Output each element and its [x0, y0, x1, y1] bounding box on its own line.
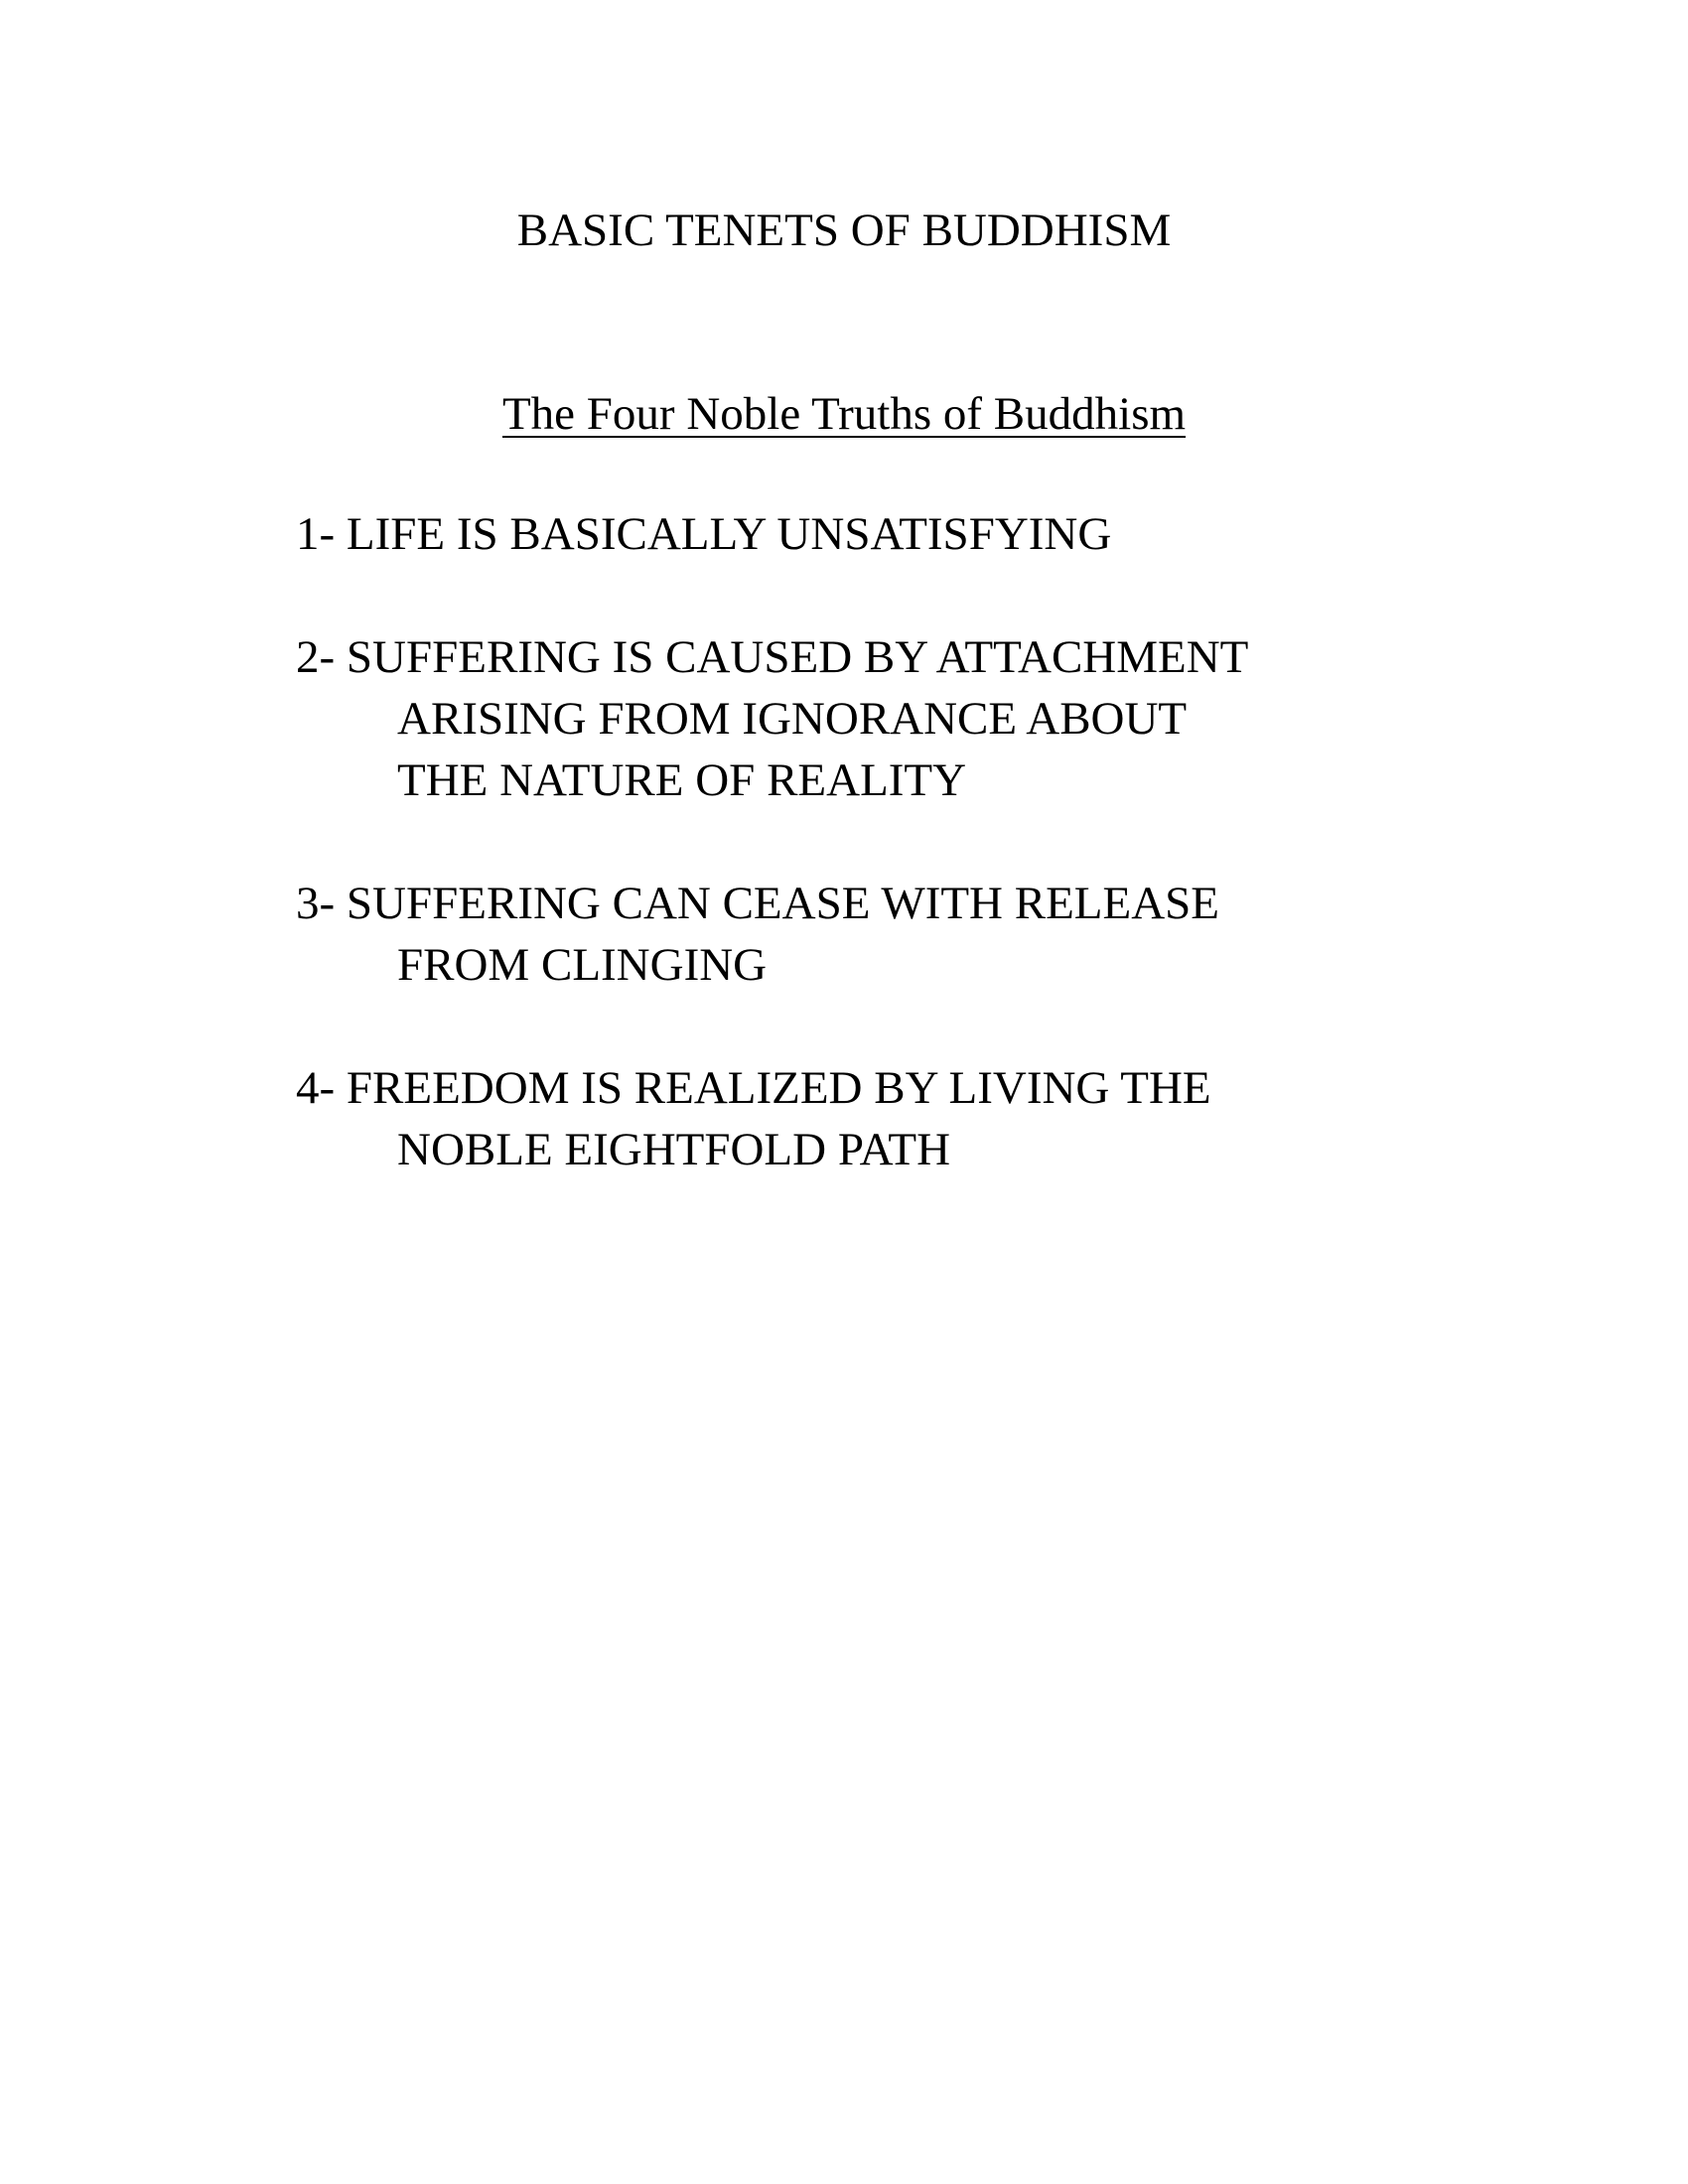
truth-item-1: [296, 503, 1487, 565]
truth-line: 2- SUFFERING IS CAUSED BY ATTACHMENT: [296, 631, 1249, 683]
truth-line: THE NATURE OF REALITY: [397, 754, 967, 806]
noble-truths-list: [296, 503, 1487, 1180]
truth-line: 3- SUFFERING CAN CEASE WITH RELEASE: [296, 878, 1220, 929]
truth-line: FROM CLINGING: [397, 939, 768, 991]
document-subtitle: [0, 384, 1688, 444]
truth-item-3: [296, 873, 1487, 996]
truth-line: NOBLE EIGHTFOLD PATH: [397, 1124, 951, 1175]
document-title: BASIC TENETS OF BUDDHISM: [516, 205, 1172, 256]
truth-item-2: [296, 626, 1487, 811]
truth-item-4: [296, 1057, 1487, 1180]
truth-line: 1- LIFE IS BASICALLY UNSATISFYING: [296, 508, 1112, 560]
truth-line: 4- FREEDOM IS REALIZED BY LIVING THE: [296, 1062, 1211, 1114]
truth-line: ARISING FROM IGNORANCE ABOUT: [397, 693, 1188, 745]
subtitle-text: The Four Noble Truths of Buddhism: [501, 388, 1187, 440]
